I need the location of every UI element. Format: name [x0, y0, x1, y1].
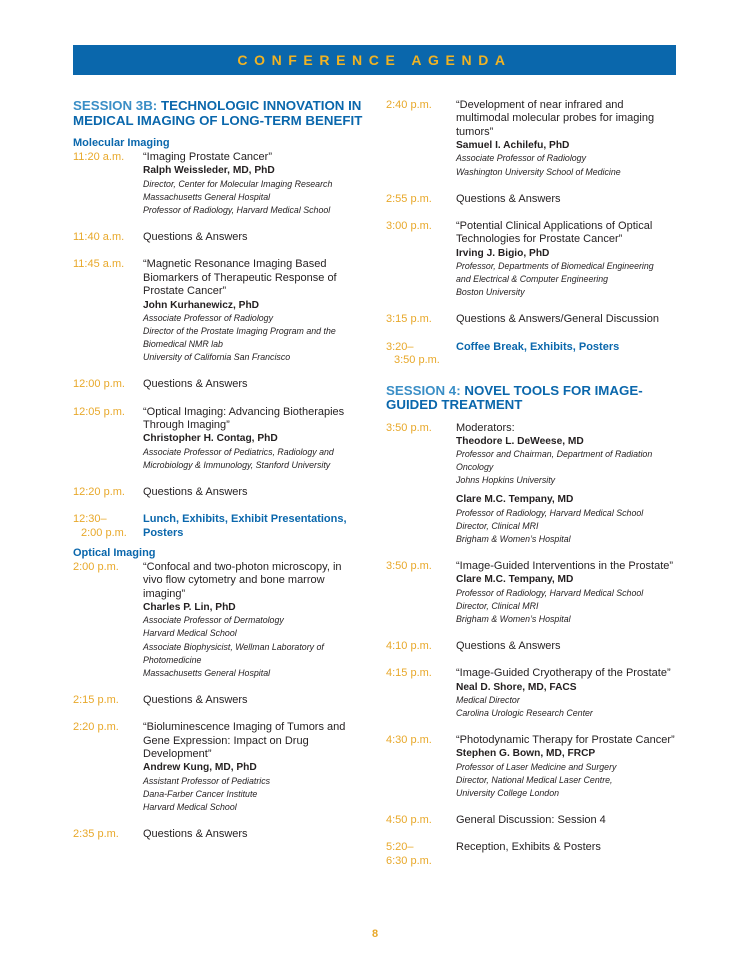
- speaker-affiliation: Microbiology & Immunology, Stanford University: [143, 459, 331, 471]
- speaker-affiliation: Professor of Laser Medicine and Surgery: [456, 761, 617, 773]
- talk-title: “Photodynamic Therapy for Prostate Cancer”: [456, 734, 675, 746]
- speaker-affiliation: Carolina Urologic Research Center: [456, 707, 593, 719]
- agenda-item: [73, 258, 363, 364]
- speaker-affiliation: Dana-Farber Cancer Institute: [143, 788, 258, 800]
- speaker-affiliation: Medical Director: [456, 694, 520, 706]
- speaker-name: Clare M.C. Tempany, MD: [456, 494, 574, 506]
- speaker-affiliation: Associate Professor of Radiology: [456, 153, 587, 165]
- speaker-affiliation: Photomedicine: [143, 654, 202, 666]
- agenda-item: [73, 828, 363, 841]
- speaker-affiliation: Johns Hopkins University: [456, 475, 556, 487]
- item-text: Questions & Answers/General Discussion: [456, 313, 659, 326]
- item-time: 2:20 p.m.: [73, 721, 119, 734]
- item-text: Questions & Answers: [143, 693, 248, 706]
- page-number: 8: [371, 928, 379, 940]
- speaker-affiliation: Oncology: [456, 462, 494, 474]
- agenda-item: [386, 560, 676, 626]
- talk-title: “Magnetic Resonance Imaging Based Biomarkers of Therapeutic Response of Prostate Cancer”: [143, 258, 337, 298]
- talk-title: “Development of near infrared and multimodal molecular probes for imaging tumors”: [456, 99, 655, 138]
- speaker-affiliation: Director of the Prostate Imaging Program and the: [143, 325, 336, 337]
- agenda-item: [386, 220, 676, 299]
- item-time: 2:35 p.m.: [73, 827, 119, 840]
- speaker-affiliation: Associate Professor of Dermatology: [143, 615, 284, 627]
- agenda-item: [73, 561, 363, 680]
- item-time: 3:20– 3:50 p.m.: [386, 340, 440, 367]
- item-text: Questions & Answers: [456, 639, 561, 652]
- item-time: 2:00 p.m.: [73, 560, 119, 573]
- item-time: 4:10 p.m.: [386, 639, 432, 652]
- agenda-item: [73, 378, 363, 391]
- speaker-affiliation: University of California San Francisco: [143, 352, 291, 363]
- speaker-affiliation: Washington University School of Medicine: [456, 166, 621, 178]
- speaker-affiliation: Assistant Professor of Pediatrics: [143, 775, 271, 787]
- item-text: Questions & Answers: [456, 192, 561, 205]
- item-time: 4:15 p.m.: [386, 667, 432, 680]
- talk-title: “Potential Clinical Applications of Optical Technologies for Prostate Cancer”: [456, 220, 653, 246]
- speaker-name: Charles P. Lin, PhD: [143, 602, 236, 614]
- speaker-name: Christopher H. Contag, PhD: [143, 433, 278, 445]
- speaker-name: Theodore L. DeWeese, MD: [456, 435, 584, 447]
- speaker-affiliation: Professor, Departments of Biomedical Engineering: [456, 261, 654, 273]
- banner-title: CONFERENCE AGENDA: [237, 52, 512, 68]
- item-time: 3:50 p.m.: [386, 421, 432, 434]
- speaker-affiliation: Harvard Medical School: [143, 628, 237, 640]
- item-time: 2:15 p.m.: [73, 693, 119, 706]
- speaker-affiliation: Boston University: [456, 287, 525, 299]
- agenda-item: [386, 667, 676, 720]
- item-text: General Discussion: Session 4: [456, 813, 606, 826]
- speaker-name: Ralph Weissleder, MD, PhD: [143, 165, 275, 177]
- item-time: 11:40 a.m.: [73, 230, 125, 243]
- speaker-affiliation: Director, Clinical MRI: [456, 600, 539, 612]
- speaker-affiliation: Director, National Medical Laser Centre,: [456, 774, 613, 786]
- speaker-affiliation: Associate Professor of Pediatrics, Radiology and: [143, 446, 334, 458]
- item-time: 11:45 a.m.: [73, 258, 125, 271]
- item-text: Questions & Answers: [143, 827, 248, 840]
- item-text: Reception, Exhibits & Posters: [456, 841, 601, 854]
- session-3b-title: SESSION 3B: TECHNOLOGIC INNOVATION IN MEDICAL IMAGING OF LONG-TERM BENEFIT: [73, 98, 363, 128]
- left-column: [73, 99, 363, 855]
- item-time: 11:20 a.m.: [73, 151, 125, 163]
- agenda-item: [386, 640, 676, 653]
- speaker-affiliation: Professor of Radiology, Harvard Medical School: [143, 204, 331, 216]
- speaker-name: Neal D. Shore, MD, FACS: [456, 681, 577, 693]
- moderators-label: Moderators:: [456, 421, 515, 434]
- agenda-item: [386, 341, 676, 368]
- right-column: [386, 99, 676, 882]
- agenda-item: [73, 513, 363, 540]
- speaker-affiliation: Professor and Chairman, Department of Radiation: [456, 449, 653, 461]
- speaker-affiliation: Professor of Radiology, Harvard Medical School: [456, 587, 644, 599]
- speaker-affiliation: Biomedical NMR lab: [143, 338, 223, 350]
- agenda-item: [386, 734, 676, 800]
- item-time: 12:05 p.m.: [73, 405, 125, 418]
- speaker-affiliation: Director, Center for Molecular Imaging Research: [143, 178, 333, 190]
- talk-title: “Imaging Prostate Cancer”: [143, 151, 272, 163]
- speaker-name: Clare M.C. Tempany, MD: [456, 574, 574, 586]
- speaker-affiliation: University College London: [456, 787, 560, 799]
- speaker-affiliation: Brigham & Women’s Hospital: [456, 613, 571, 625]
- subsection-optical-imaging: Optical Imaging: [73, 546, 156, 559]
- speaker-name: Andrew Kung, MD, PhD: [143, 762, 257, 774]
- agenda-item: [73, 721, 363, 814]
- item-text: Questions & Answers: [143, 378, 248, 391]
- item-time: 4:50 p.m.: [386, 813, 432, 826]
- item-time: 5:20– 6:30 p.m.: [386, 841, 432, 867]
- talk-title: “Bioluminescence Imaging of Tumors and Gene Expression: Impact on Drug Development”: [143, 721, 346, 761]
- speaker-affiliation: Associate Professor of Radiology: [143, 312, 274, 324]
- speaker-name: John Kurhanewicz, PhD: [143, 299, 260, 311]
- item-time: 4:30 p.m.: [386, 734, 432, 746]
- agenda-item: [386, 814, 676, 827]
- session-4-title: SESSION 4: NOVEL TOOLS FOR IMAGE-GUIDED TREATMENT: [386, 382, 643, 413]
- agenda-item: [73, 231, 363, 244]
- agenda-item: [386, 313, 676, 326]
- subsection-molecular-imaging: Molecular Imaging: [73, 137, 170, 149]
- talk-title: “Optical Imaging: Advancing Biotherapies Through Imaging”: [143, 405, 345, 431]
- item-time: 3:00 p.m.: [386, 220, 432, 233]
- agenda-item: [73, 486, 363, 499]
- item-time: 3:50 p.m.: [386, 559, 432, 572]
- talk-title: “Confocal and two-photon microscopy, in vivo flow cytometry and bone marrow imaging”: [143, 560, 342, 600]
- item-time: 2:40 p.m.: [386, 99, 432, 111]
- item-time: 12:20 p.m.: [73, 485, 125, 498]
- item-time: 12:30– 2:00 p.m.: [73, 513, 127, 539]
- speaker-affiliation: Associate Biophysicist, Wellman Laboratory of: [143, 641, 324, 653]
- speaker-affiliation: Professor of Radiology, Harvard Medical School: [456, 507, 644, 519]
- speaker-name: Stephen G. Bown, MD, FRCP: [456, 748, 596, 760]
- speaker-affiliation: Brigham & Women’s Hospital: [456, 533, 571, 545]
- speaker-affiliation: Director, Clinical MRI: [456, 520, 539, 532]
- item-time: 12:00 p.m.: [73, 378, 125, 391]
- item-text: Lunch, Exhibits, Exhibit Presentations, Posters: [143, 513, 347, 539]
- speaker-affiliation: Massachusetts General Hospital: [143, 667, 271, 679]
- speaker-affiliation: and Electrical & Computer Engineering: [456, 274, 609, 286]
- agenda-banner: [73, 45, 676, 75]
- speaker-name: Irving J. Bigio, PhD: [456, 247, 550, 259]
- agenda-item: [73, 151, 363, 217]
- speaker-name: Samuel I. Achilefu, PhD: [456, 140, 570, 152]
- item-time: 3:15 p.m.: [386, 313, 432, 326]
- talk-title: “Image-Guided Cryotherapy of the Prostate”: [456, 667, 671, 680]
- agenda-item: [73, 694, 363, 707]
- item-text: Questions & Answers: [143, 485, 248, 498]
- agenda-item: [386, 422, 676, 546]
- agenda-item: [386, 99, 676, 179]
- agenda-item: [386, 193, 676, 206]
- agenda-item: [386, 841, 676, 868]
- item-text: Coffee Break, Exhibits, Posters: [456, 340, 620, 353]
- speaker-affiliation: Massachusetts General Hospital: [143, 191, 271, 203]
- speaker-affiliation: Harvard Medical School: [143, 801, 237, 813]
- agenda-item: [73, 406, 363, 472]
- item-text: Questions & Answers: [143, 230, 248, 243]
- item-time: 2:55 p.m.: [386, 192, 432, 205]
- talk-title: “Image-Guided Interventions in the Prostate”: [456, 559, 674, 572]
